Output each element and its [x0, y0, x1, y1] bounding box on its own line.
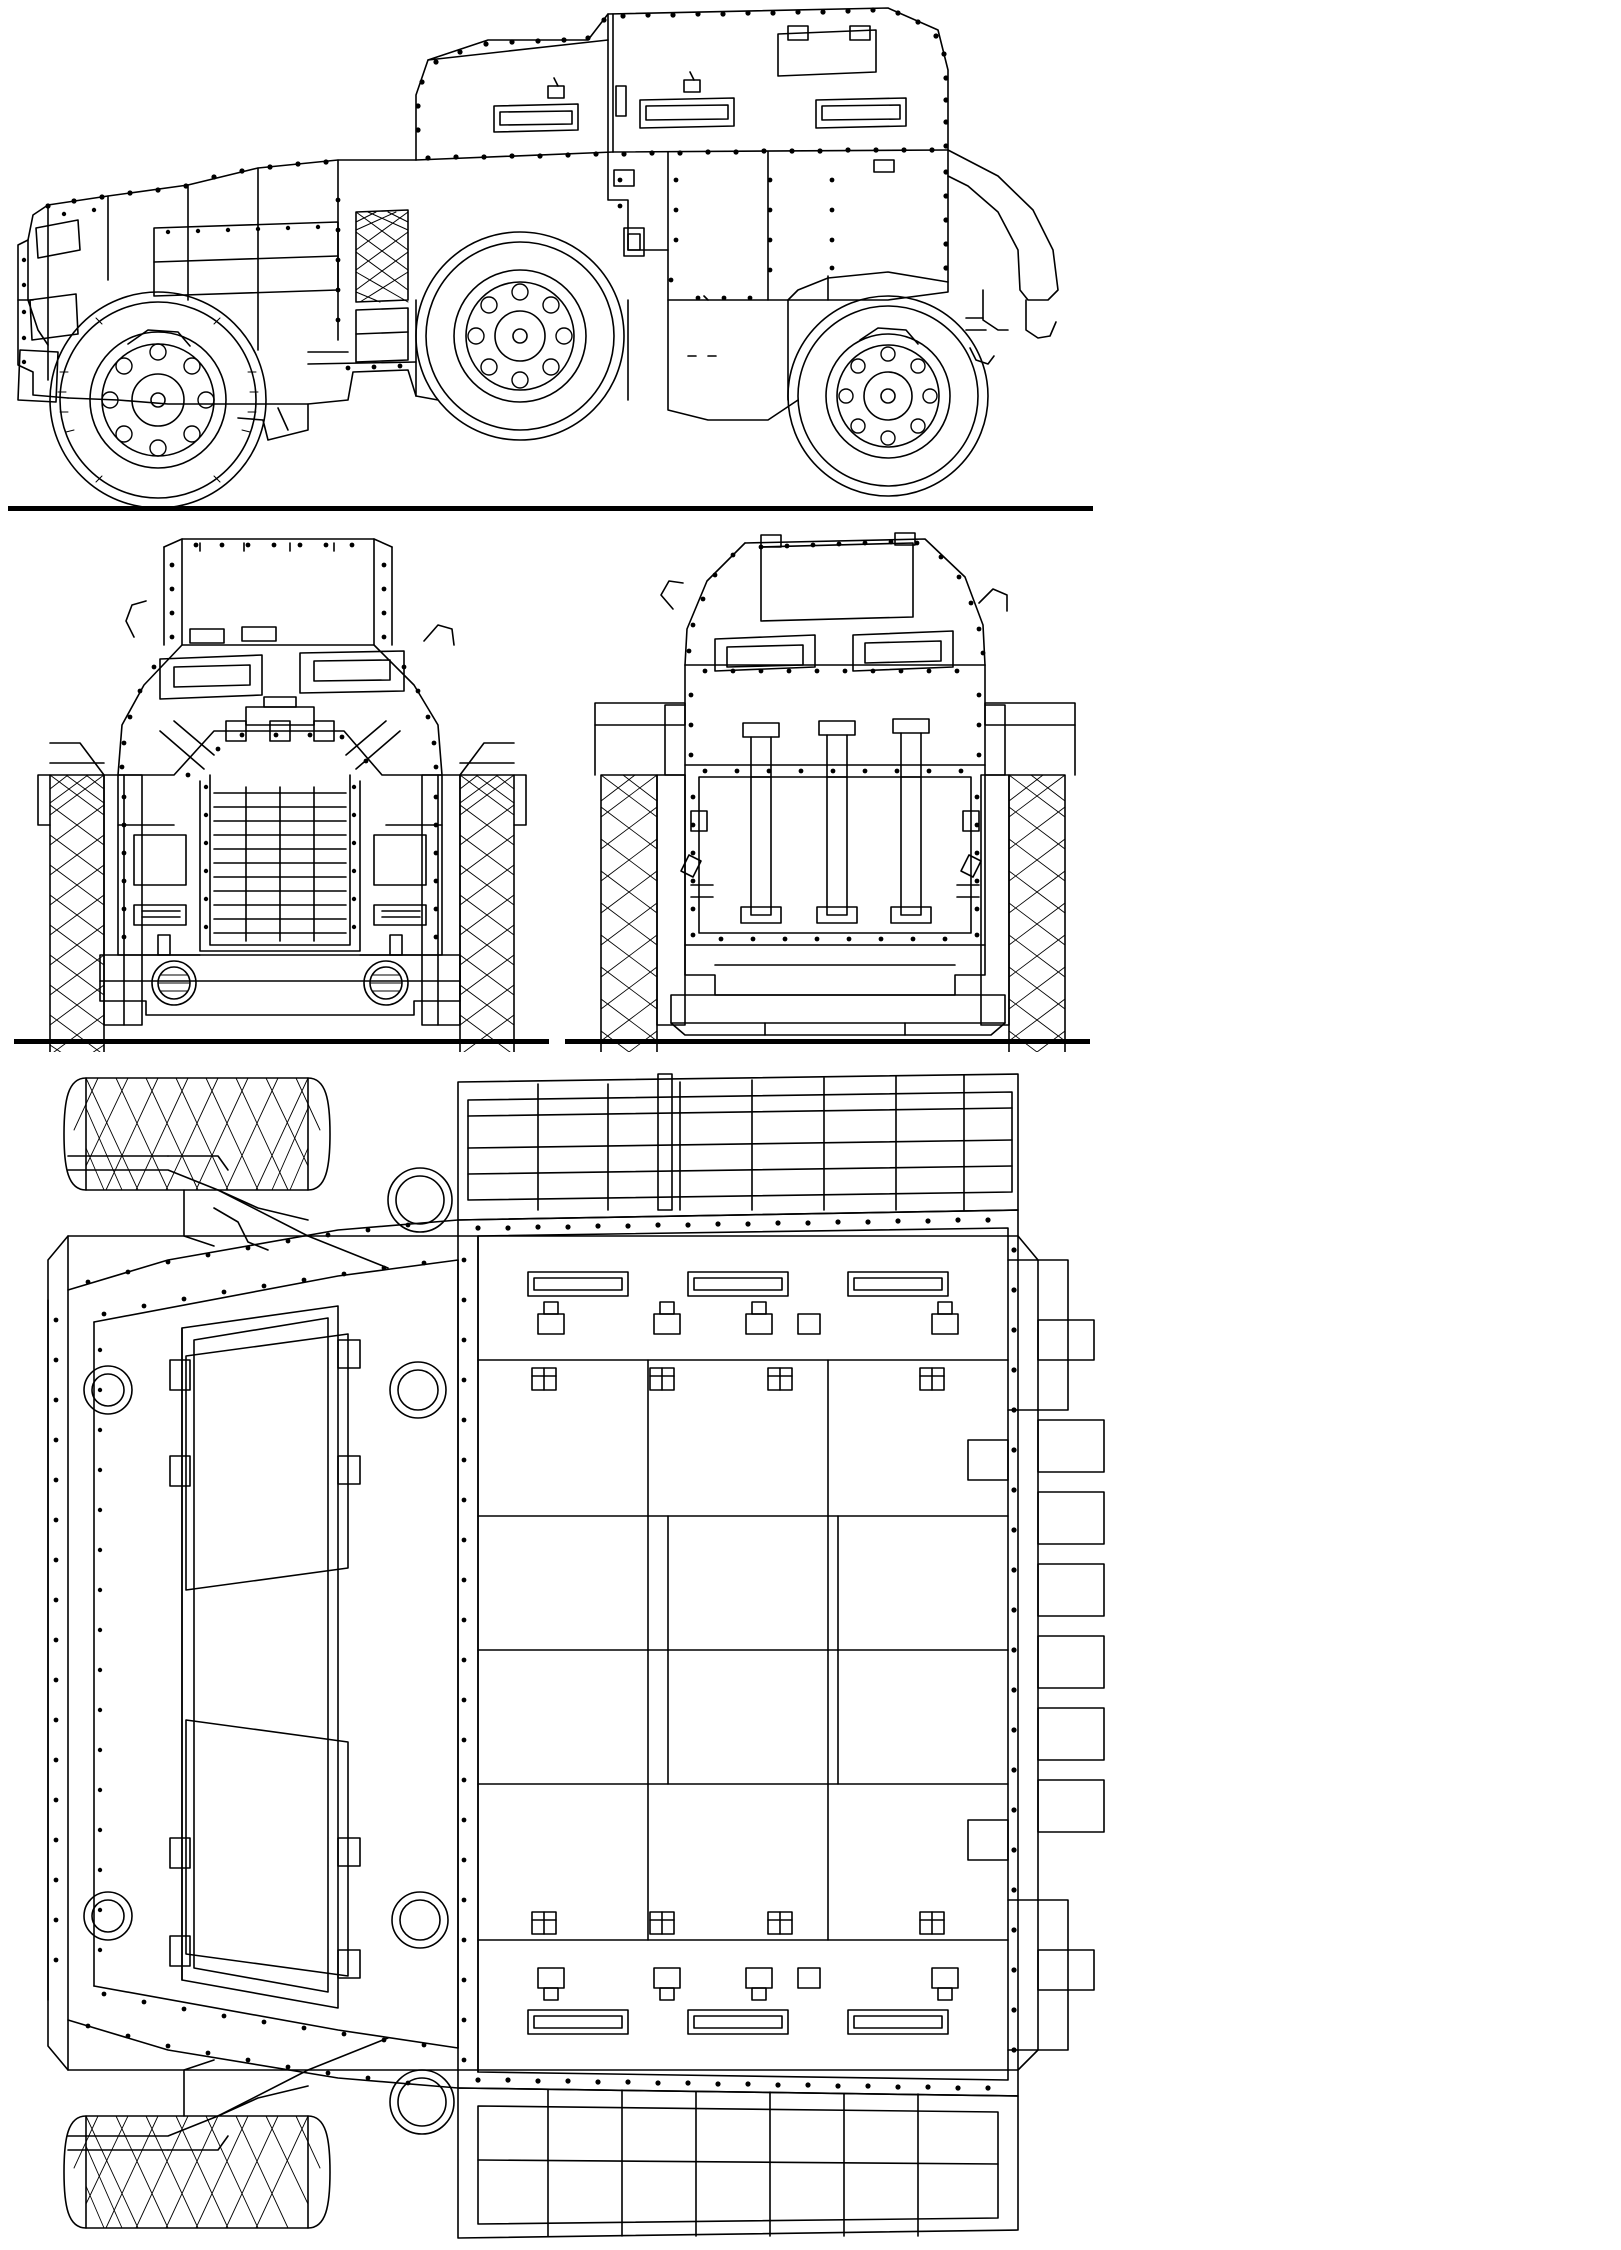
- side-view: [8, 0, 1093, 512]
- front-view: [14, 525, 549, 1052]
- plan-view: [8, 1060, 1121, 2246]
- rear-view: [565, 525, 1090, 1052]
